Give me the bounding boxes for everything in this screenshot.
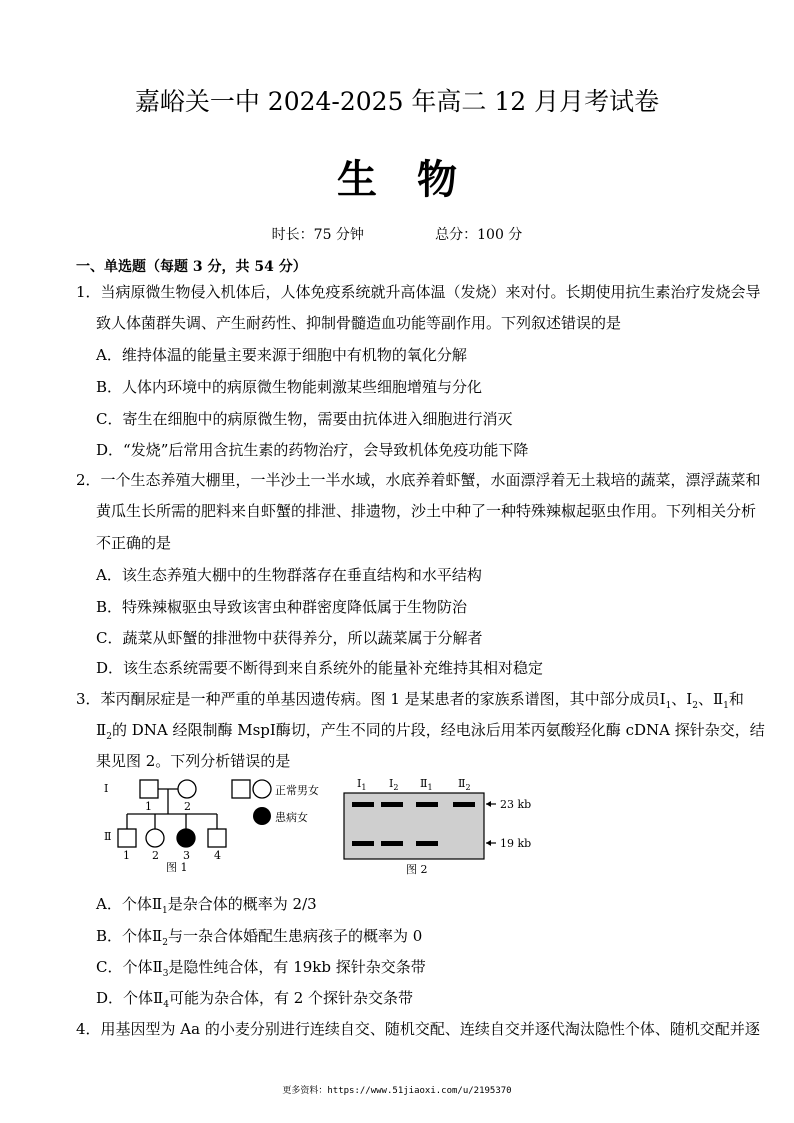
- q3-stem-line2: $Ⅱ_2$的 DNA 经限制酶 MspⅠ酶切，产生不同的片段，经电泳后用苯丙氨酸羟化酶 cDNA 探针杂交，结: [96, 721, 765, 742]
- q3-stem-line1: 3．苯丙酮尿症是一种严重的单基因遗传病。图 1 是某患者的家族系谱图，其中部分成员$Ⅰ_1$、$Ⅰ_2$、$Ⅱ_1$和: [76, 690, 744, 711]
- legend-normal-male-icon: [232, 780, 250, 798]
- figure1-caption: 图 1: [166, 861, 188, 872]
- pedigree-ii2-number: 2: [152, 849, 159, 862]
- gel-19kb-arrowhead: [486, 840, 491, 846]
- q1-option-b: B．人体内环境中的病原微生物能刺激某些细胞增殖与分化: [96, 378, 483, 396]
- generation-1-label: Ⅰ: [104, 782, 109, 795]
- q3-option-b: B．个体$Ⅱ_2$与一杂合体婚配生患病孩子的概率为 0: [96, 927, 423, 948]
- q2-option-b: B．特殊辣椒驱虫导致该害虫种群密度降低属于生物防治: [96, 598, 468, 616]
- q3-option-d: D．个体$Ⅱ_4$可能为杂合体，有 2 个探针杂交条带: [96, 989, 414, 1010]
- pedigree-ii4-male: [208, 829, 226, 847]
- pedigree-i1-male: [140, 780, 158, 798]
- gel-band-lane1-19kb: [352, 841, 374, 846]
- q1-option-c: C．寄生在细胞中的病原微生物，需要由抗体进入细胞进行消灭: [96, 410, 513, 428]
- pedigree-ii3-affected-female: [177, 829, 195, 847]
- gel-lane3-label: $Ⅱ_1$: [420, 777, 433, 792]
- q1-stem-line1: 1．当病原微生物侵入机体后，人体免疫系统就升高体温（发烧）来对付。长期使用抗生素治疗发烧会导: [76, 283, 761, 301]
- pedigree-ii1-number: 1: [123, 849, 130, 862]
- legend-normal-female-icon: [253, 780, 271, 798]
- q2-option-d: D．该生态系统需要不断得到来自系统外的能量补充维持其相对稳定: [96, 659, 544, 677]
- gel-band-lane1-23kb: [352, 802, 374, 807]
- q3-stem-line3: 果见图 2。下列分析错误的是: [96, 752, 291, 770]
- q4-stem-line1: 4．用基因型为 Aa 的小麦分别进行连续自交、随机交配、连续自交并逐代淘汰隐性个体、随机交配并逐: [76, 1020, 760, 1038]
- pedigree-i1-number: 1: [145, 800, 152, 813]
- pedigree-ii1-male: [118, 829, 136, 847]
- q2-stem-line3: 不正确的是: [96, 534, 172, 552]
- legend-affected-label: 患病女: [275, 811, 308, 824]
- gel-band-lane2-23kb: [381, 802, 403, 807]
- pedigree-i2-female: [178, 780, 196, 798]
- q1-stem-line2: 致人体菌群失调、产生耐药性、抑制骨髓造血功能等副作用。下列叙述错误的是: [96, 314, 622, 332]
- gel-lane1-label: $Ⅰ_1$: [357, 777, 367, 792]
- legend-normal-label: 正常男女: [275, 784, 319, 797]
- gel-23kb-label: 23 kb: [500, 798, 532, 811]
- pedigree-ii2-female: [146, 829, 164, 847]
- gel-lane2-label: $Ⅰ_2$: [389, 777, 399, 792]
- exam-meta: 时长：75 分钟 总分：100 分: [271, 227, 523, 243]
- q1-option-a: A．维持体温的能量主要来源于细胞中有机物的氧化分解: [96, 346, 467, 364]
- section-heading: 一、单选题（每题 3 分，共 54 分）: [76, 259, 307, 275]
- q2-stem-line1: 2．一个生态养殖大棚里，一半沙土一半水域，水底养着虾蟹，水面漂浮着无土栽培的蔬菜，漂浮蔬菜和: [76, 471, 761, 489]
- q1-option-d: D．“发烧”后常用含抗生素的药物治疗，会导致机体免疫功能下降: [96, 441, 529, 459]
- generation-2-label: Ⅱ: [104, 830, 112, 843]
- footer-resource-link[interactable]: 更多资料：https://www.51jiaoxi.com/u/2195370: [282, 1086, 512, 1096]
- q2-stem-line2: 黄瓜生长所需的肥料来自虾蟹的排泄、排遗物，沙土中种了一种特殊辣椒起驱虫作用。下列相关分析: [96, 502, 757, 520]
- gel-23kb-arrowhead: [486, 801, 491, 807]
- gel-band-lane3-19kb: [416, 841, 438, 846]
- pedigree-ii4-number: 4: [214, 849, 221, 862]
- gel-band-lane3-23kb: [416, 802, 438, 807]
- q3-option-a: A．个体$Ⅱ_1$是杂合体的概率为 2/3: [96, 895, 317, 916]
- subject-title: 生物: [337, 156, 497, 203]
- figure2-caption: 图 2: [406, 863, 428, 875]
- gel-lane4-label: $Ⅱ_2$: [458, 777, 471, 792]
- pedigree-i2-number: 2: [184, 800, 191, 813]
- gel-band-lane4-23kb: [453, 802, 475, 807]
- gel-19kb-label: 19 kb: [500, 837, 532, 850]
- exam-title: 嘉峪关一中 2024-2025 年高二 12 月月考试卷: [134, 87, 660, 116]
- q2-option-c: C．蔬菜从虾蟹的排泄物中获得养分，所以蔬菜属于分解者: [96, 629, 483, 647]
- q3-option-c: C．个体$Ⅱ_3$是隐性纯合体，有 19kb 探针杂交条带: [96, 958, 426, 979]
- pedigree-figure: [100, 772, 360, 872]
- gel-band-lane2-19kb: [381, 841, 403, 846]
- pedigree-ii3-number: 3: [183, 849, 190, 862]
- gel-figure: [340, 773, 540, 875]
- q2-option-a: A．该生态养殖大棚中的生物群落存在垂直结构和水平结构: [96, 566, 482, 584]
- legend-affected-female-icon: [253, 807, 271, 825]
